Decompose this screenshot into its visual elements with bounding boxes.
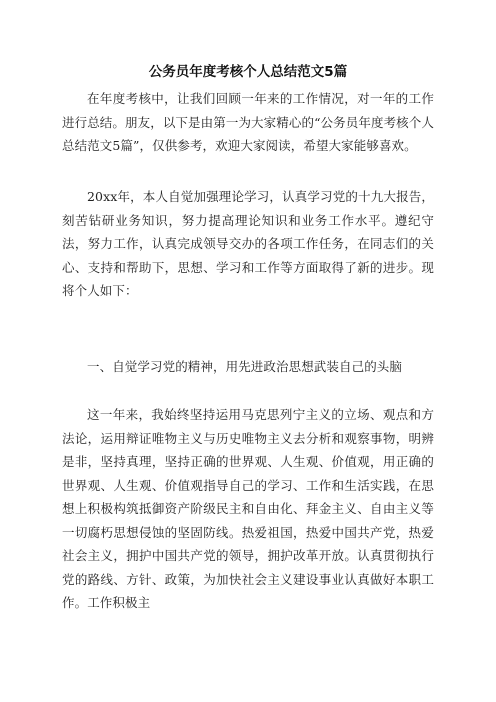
body-paragraph-2: 这一年来，我始终坚持运用马克思列宁主义的立场、观点和方法论，运用辩证唯物主义与历史唯物主义去分析和观察事物，明辨是非，坚持真理，坚持正确的世界观、人生观、价值观，用正确的世界观、人生观、价值观指导自己的学习、工作和生活实践，在思想上积极构筑抵御资产阶级民主和自由化、拜金主义、自由主义等一切腐朽思想侵蚀的坚固防线。热爱祖国，热爱中国共产党，热爱社会主义，拥护中国共产党的领导，拥护改革开放。认真贯彻执行党的路线、方针、政策，为加快社会主义建设事业认真做好本职工作。工作积极主 [62,407,434,610]
body-paragraph-1: 20xx年，本人自觉加强理论学习，认真学习党的十九大报告，刻苦钻研业务知识，努力提高理论知识和业务工作水平。遵纪守法，努力工作，认真完成领导交办的各项工作任务，在同志们的关心、支持和帮助下，思想、学习和工作等方面取得了新的进步。现将个人如下： [62,189,434,298]
intro-paragraph: 在年度考核中，让我们回顾一年来的工作情况，对一年的工作进行总结。朋友，以下是由第一为大家精心的“公务员年度考核个人总结范文5篇”，仅供参考，欢迎大家阅读，希望大家能够喜欢。 [62,91,434,153]
document-title: 公务员年度考核个人总结范文5篇 [148,64,348,80]
section-heading-1: 一、自觉学习党的精神，用先进政治思想武装自己的头脑 [87,359,403,374]
